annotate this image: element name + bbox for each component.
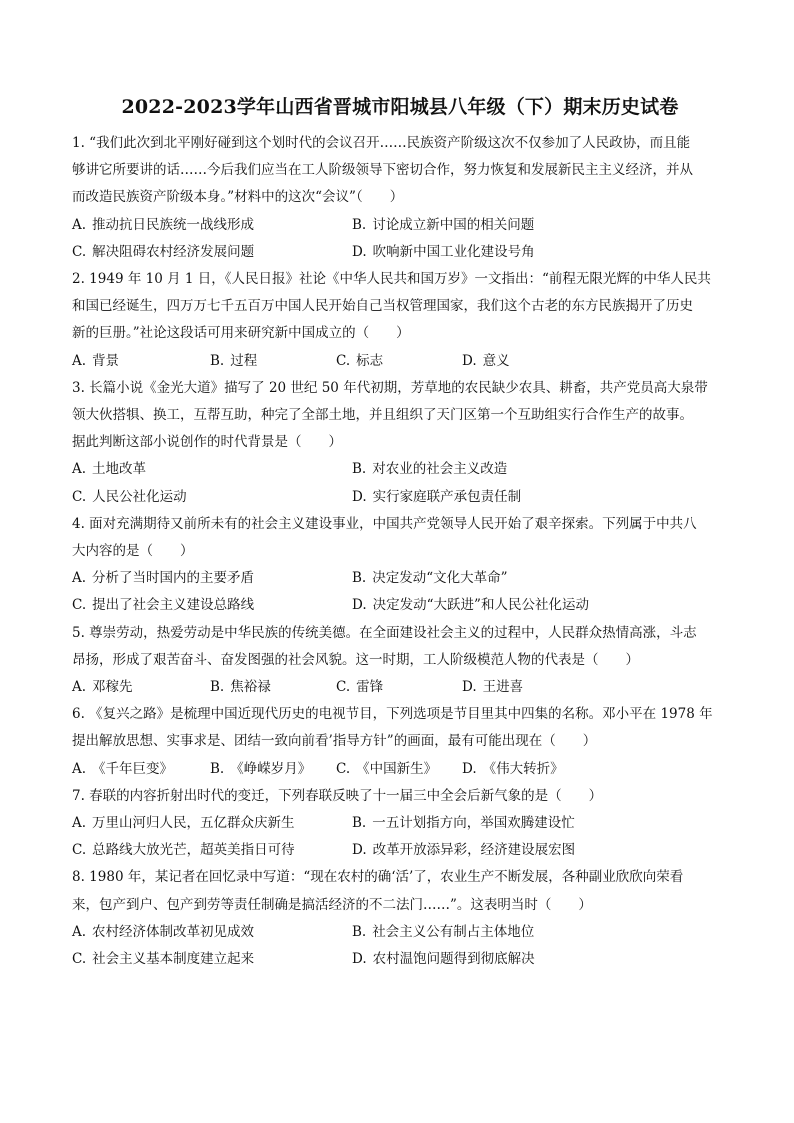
- option-text: 社会主义基本制度建立起来: [92, 951, 255, 968]
- option-letter: D.: [462, 760, 477, 777]
- question-text-line: 领大伙搭犋、换工，互帮互助，种完了全部土地，并且组织了天门区第一个互助组实行合作生产的故事。: [72, 407, 693, 424]
- option-letter: A.: [72, 923, 87, 940]
- question-text-line: 够讲它所要讲的话……今后我们应当在工人阶级领导下密切合作，努力恢复和发展新民主主义经济，并从: [72, 162, 693, 179]
- question-text-line: 昂扬，形成了艰苦奋斗、奋发图强的社会风貌。这一时期，工人阶级模范人物的代表是（ ）: [72, 651, 639, 668]
- answer-options: [72, 919, 728, 973]
- option-letter: C.: [72, 488, 87, 505]
- option-text: 《峥嵘岁月》: [230, 760, 312, 777]
- option-text: 过程: [230, 352, 258, 369]
- answer-option: [352, 592, 728, 619]
- option-letter: A.: [72, 352, 87, 369]
- question-text-line: 1. “我们此次到北平刚好碰到这个划时代的会议召开……民族资产阶级这次不仅参加了人民政协，而且能: [72, 135, 691, 151]
- option-text: 解决阻碍农村经济发展问题: [92, 243, 255, 260]
- answer-option: [72, 348, 210, 375]
- option-letter: D.: [462, 352, 477, 369]
- option-text: 对农业的社会主义改造: [372, 461, 508, 478]
- option-text: 邓稼先: [92, 679, 133, 696]
- answer-option: [72, 837, 352, 864]
- question-8: [72, 864, 728, 973]
- option-letter: B.: [210, 352, 225, 369]
- answer-options: [72, 810, 728, 864]
- option-text: 《千年巨变》: [92, 760, 174, 777]
- option-text: 讨论成立新中国的相关问题: [372, 216, 535, 233]
- option-text: 王进喜: [482, 679, 524, 696]
- question-text-line: 来，包产到户、包产到劳等责任制确是搞活经济的不二法门……”。这表明当时（ ）: [72, 896, 592, 913]
- answer-options: [72, 674, 728, 701]
- answer-option: [462, 674, 728, 701]
- question-text-line: 据此判断这部小说创作的时代背景是（ ）: [72, 434, 342, 451]
- answer-option: [72, 674, 210, 701]
- question-3: [72, 375, 728, 511]
- option-letter: D.: [352, 842, 367, 859]
- answer-option: [462, 348, 728, 375]
- option-text: 标志: [356, 352, 384, 369]
- option-text: 意义: [482, 352, 510, 369]
- option-text: 决定发动“文化大革命”: [372, 570, 508, 587]
- option-letter: C.: [336, 760, 351, 777]
- option-letter: D.: [352, 597, 367, 614]
- question-2: [72, 266, 728, 375]
- question-4: [72, 511, 728, 620]
- question-list: [72, 130, 728, 973]
- question-text-line: 新的巨册。”社论这段话可用来研究新中国成立的（ ）: [72, 325, 410, 342]
- answer-option: [352, 239, 728, 266]
- option-letter: C.: [72, 243, 87, 260]
- option-letter: D.: [462, 679, 477, 696]
- answer-options: [72, 565, 728, 619]
- answer-option: [462, 756, 728, 783]
- option-letter: C.: [72, 951, 87, 968]
- option-letter: C.: [336, 679, 351, 696]
- question-1: [72, 130, 728, 266]
- option-text: 社会主义公有制占主体地位: [372, 923, 535, 940]
- option-letter: B.: [352, 923, 367, 940]
- option-letter: A.: [72, 570, 87, 587]
- question-text-line: 2. 1949 年 10 月 1 日，《人民日报》社论《中华人民共和国万岁》一文指出：“前程无限光辉的中华人民共: [72, 271, 711, 288]
- question-text-line: 提出解放思想、实事求是、团结一致向前看’指导方针”的画面，最有可能出现在（ ）: [72, 733, 597, 750]
- option-letter: C.: [72, 597, 87, 614]
- question-6: [72, 701, 728, 783]
- question-text-line: 8. 1980 年，某记者在回忆录中写道：“现在农村的确‘活’了，农业生产不断发展，各种副业欣欣向荣看: [72, 869, 684, 886]
- answer-option: [72, 239, 352, 266]
- answer-options: [72, 456, 728, 510]
- option-text: 人民公社化运动: [92, 488, 187, 505]
- option-text: 雷锋: [356, 679, 384, 696]
- option-text: 农村经济体制改革初见成效: [92, 923, 255, 940]
- option-text: 总路线大放光芒，超英美指日可待: [92, 842, 295, 859]
- option-letter: C.: [336, 352, 351, 369]
- answer-option: [352, 919, 728, 946]
- answer-option: [352, 810, 728, 837]
- answer-option: [72, 592, 352, 619]
- answer-option: [336, 756, 462, 783]
- answer-option: [352, 212, 728, 239]
- option-letter: A.: [72, 216, 87, 233]
- option-text: 提出了社会主义建设总路线: [92, 597, 255, 614]
- option-letter: B.: [352, 216, 367, 233]
- option-text: 实行家庭联产承包责任制: [372, 488, 522, 505]
- answer-options: [72, 348, 728, 375]
- option-letter: B.: [352, 815, 367, 832]
- answer-option: [210, 348, 336, 375]
- page-title: 2022-2023学年山西省晋城市阳城县八年级（下）期末历史试卷: [121, 96, 679, 118]
- answer-option: [72, 484, 352, 511]
- option-text: 推动抗日民族统一战线形成: [92, 216, 255, 233]
- answer-option: [352, 946, 728, 973]
- option-text: 《中国新生》: [356, 760, 438, 777]
- option-letter: A.: [72, 815, 87, 832]
- answer-option: [352, 565, 728, 592]
- question-text-line: 3. 长篇小说《金光大道》描写了 20 世纪 50 年代初期，芳草地的农民缺少农具、耕畜，共产党员高大泉带: [72, 379, 708, 396]
- option-letter: D.: [352, 488, 367, 505]
- answer-option: [72, 810, 352, 837]
- answer-option: [210, 756, 336, 783]
- answer-option: [72, 919, 352, 946]
- question-text-line: 而改造民族资产阶级本身。”材料中的这次“会议”（ ）: [72, 189, 404, 206]
- option-letter: D.: [352, 951, 367, 968]
- question-text-line: 7. 春联的内容折射出时代的变迁，下列春联反映了十一届三中全会后新气象的是（ ）: [72, 787, 603, 804]
- answer-options: [72, 756, 728, 783]
- question-text-line: 大内容的是（ ）: [72, 543, 194, 560]
- answer-option: [352, 837, 728, 864]
- answer-option: [72, 212, 352, 239]
- answer-option: [336, 348, 462, 375]
- answer-option: [72, 756, 210, 783]
- option-letter: A.: [72, 760, 87, 777]
- option-letter: A.: [72, 679, 87, 696]
- option-text: 分析了当时国内的主要矛盾: [92, 570, 255, 587]
- question-text-line: 6. 《复兴之路》是梳理中国近现代历史的电视节目，下列选项是节目里其中四集的名称。邓小平在 1978 年: [72, 706, 713, 723]
- option-text: 吹响新中国工业化建设号角: [372, 243, 535, 260]
- option-text: 农村温饱问题得到彻底解决: [372, 951, 535, 968]
- answer-option: [72, 565, 352, 592]
- option-letter: B.: [352, 570, 367, 587]
- answer-option: [72, 946, 352, 973]
- option-text: 焦裕禄: [230, 679, 271, 696]
- option-text: 背景: [92, 352, 120, 369]
- option-letter: B.: [352, 461, 367, 478]
- option-letter: C.: [72, 842, 87, 859]
- question-5: [72, 620, 728, 702]
- option-text: 改革开放添异彩，经济建设展宏图: [372, 842, 576, 859]
- question-text-line: 4. 面对充满期待又前所未有的社会主义建设事业，中国共产党领导人民开始了艰辛探索。下列属于中共八: [72, 515, 697, 532]
- answer-option: [336, 674, 462, 701]
- answer-option: [210, 674, 336, 701]
- question-text-line: 和国已经诞生，四万万七千五百万中国人民开始自己当权管理国家，我们这个古老的东方民族揭开了历史: [72, 298, 693, 315]
- answer-options: [72, 212, 728, 266]
- option-letter: B.: [210, 760, 225, 777]
- answer-option: [352, 456, 728, 483]
- answer-option: [72, 456, 352, 483]
- option-letter: A.: [72, 461, 87, 478]
- option-text: 一五计划指方向，举国欢腾建设忙: [372, 815, 575, 832]
- option-letter: B.: [210, 679, 225, 696]
- question-text-line: 5. 尊崇劳动，热爱劳动是中华民族的传统美德。在全面建设社会主义的过程中，人民群众热情高涨，斗志: [72, 624, 697, 641]
- option-text: 万里山河归人民，五亿群众庆新生: [92, 815, 295, 832]
- option-letter: D.: [352, 243, 367, 260]
- question-7: [72, 783, 728, 865]
- answer-option: [352, 484, 728, 511]
- option-text: 决定发动“大跃进”和人民公社化运动: [372, 597, 589, 614]
- option-text: 土地改革: [92, 461, 147, 478]
- option-text: 《伟大转折》: [482, 760, 564, 777]
